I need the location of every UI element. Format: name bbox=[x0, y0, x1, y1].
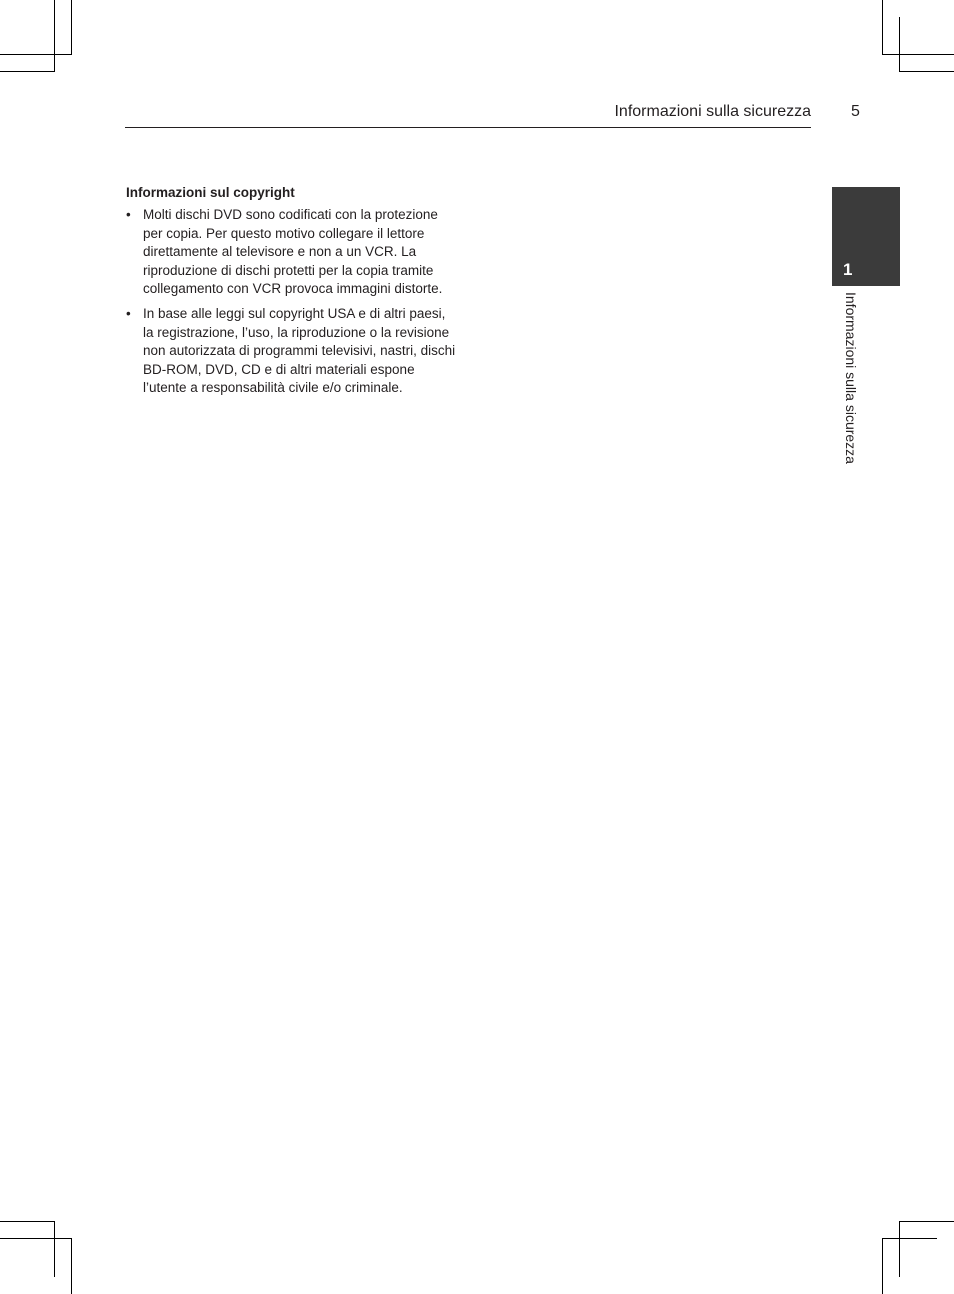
crop-mark bbox=[71, 1238, 72, 1294]
crop-mark bbox=[882, 1238, 883, 1294]
list-item bbox=[126, 206, 456, 299]
crop-mark bbox=[899, 1221, 954, 1222]
crop-mark bbox=[54, 1221, 55, 1277]
running-header-title: Informazioni sulla sicurezza bbox=[614, 103, 811, 120]
crop-mark bbox=[71, 0, 72, 55]
chapter-number: 1 bbox=[843, 260, 853, 279]
crop-mark bbox=[882, 54, 954, 55]
list-item-text: In base alle leggi sul copyright USA e di altri paesi, la registrazione, l’uso, la riproduzione o la revisione non autorizzata di programmi televisivi, nastri, dischi BD-ROM, DVD, CD e di altri materiali espone l’utente a responsabilità civile e/o criminale. bbox=[143, 305, 456, 396]
crop-mark bbox=[0, 1221, 55, 1222]
crop-mark bbox=[0, 54, 72, 55]
list-item bbox=[126, 305, 456, 398]
page-number: 5 bbox=[851, 103, 860, 120]
main-content bbox=[126, 183, 456, 404]
header-rule bbox=[125, 127, 811, 128]
bullet-icon: • bbox=[126, 207, 131, 222]
crop-mark bbox=[0, 71, 55, 72]
crop-mark bbox=[899, 1221, 900, 1277]
crop-mark bbox=[0, 1238, 72, 1239]
crop-mark bbox=[54, 0, 55, 71]
crop-mark bbox=[899, 71, 954, 72]
bullet-list bbox=[126, 206, 456, 398]
list-item-text: Molti dischi DVD sono codificati con la protezione per copia. Per questo motivo collegare il lettore direttamente al televisore e non a un VCR. La riproduzione di dischi protetti per la copia tramite collegamento con VCR provoca immagini distorte. bbox=[143, 207, 443, 297]
crop-mark bbox=[882, 1238, 937, 1239]
crop-mark bbox=[882, 0, 883, 55]
bullet-icon: • bbox=[126, 305, 131, 321]
section-heading: Informazioni sul copyright bbox=[126, 185, 295, 200]
crop-mark bbox=[899, 17, 900, 72]
chapter-side-label: Informazioni sulla sicurezza bbox=[843, 292, 859, 464]
